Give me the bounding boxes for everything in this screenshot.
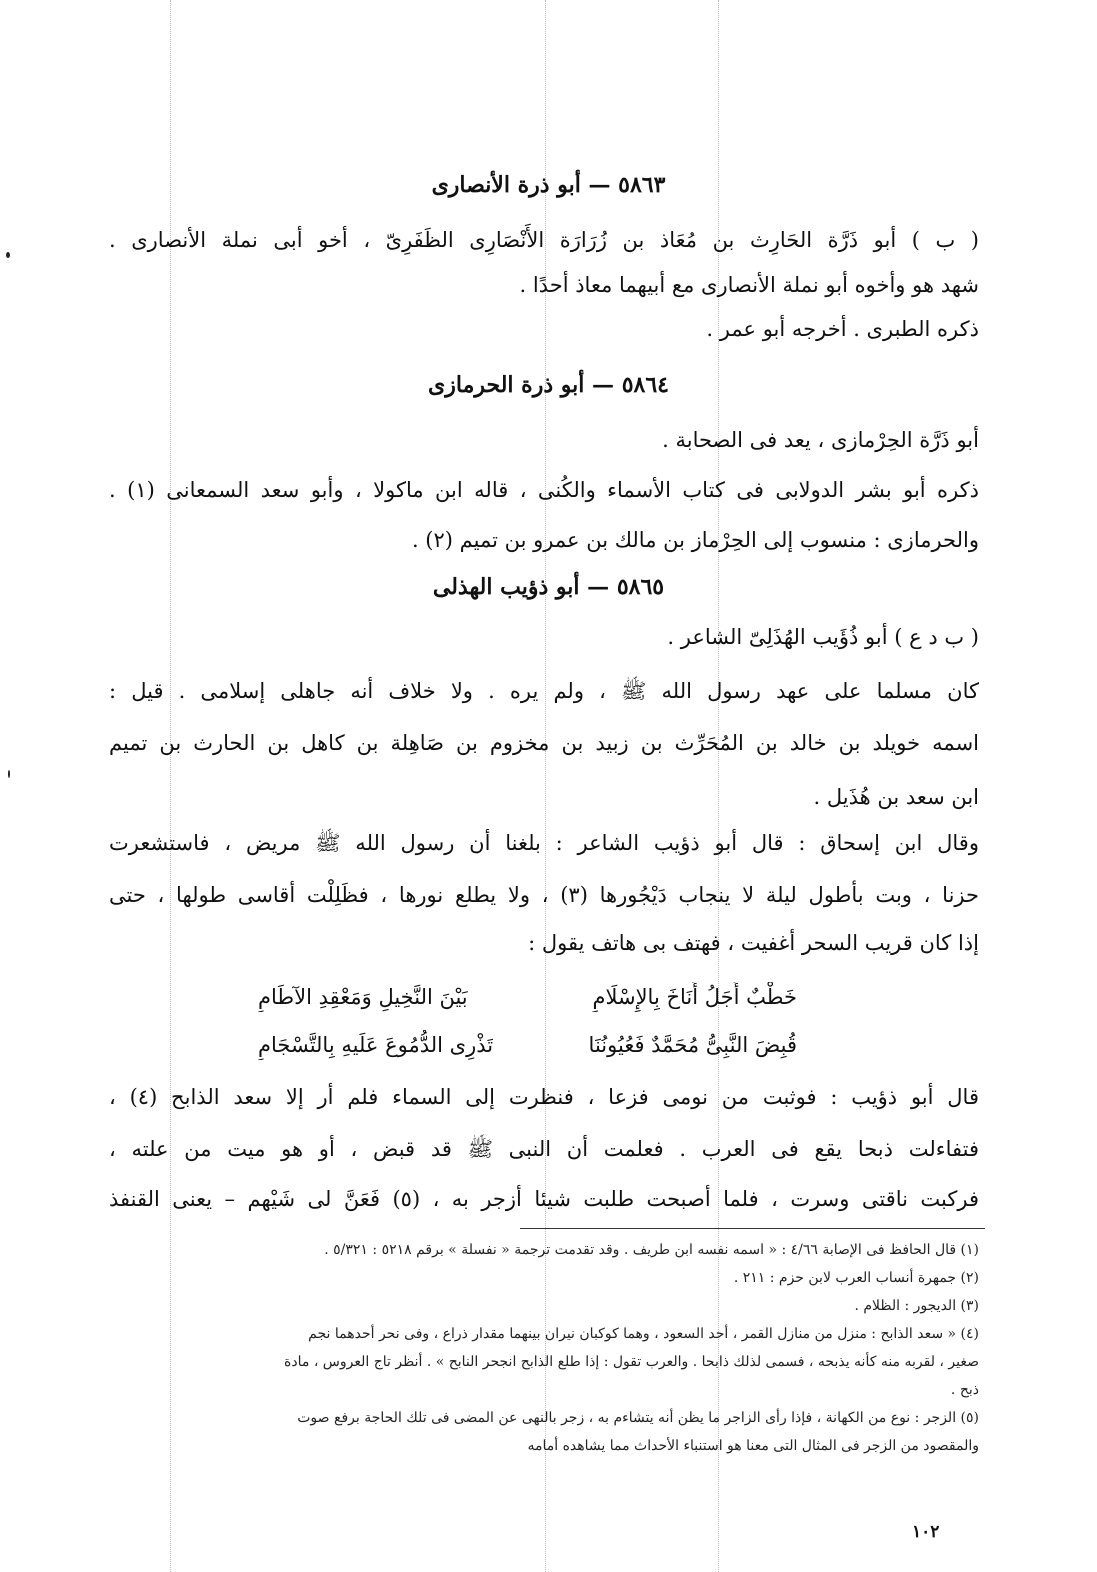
footnote: (٥) الزجر : نوع من الكهانة ، فإذا رأى الزاجر ما يظن أنه يتشاءم به ، زجر بالنهى عن المضى فى تلك الحاجة برفع صوت (297, 1410, 979, 1426)
entry-text-line: وقال ابن إسحاق : قال أبو ذؤيب الشاعر : بلغنا أن رسول الله ﷺ مريض ، فاستشعرت (109, 831, 979, 855)
page-number: ١٠٢ (912, 1522, 940, 1542)
entry-text-line: ( ب ) أبو ذَرَّة الحَارِث بن مُعَاذ بن زُرَارَة الأَنْصَارِى الظَفَرِىّ ، أخو أبى نملة الأنصارى . (109, 228, 979, 252)
verse-first-hemistich: قُبِضَ النَّبِىُّ مُحَمَّدٌ فَعُيُونُنَا (588, 1033, 797, 1057)
entry-heading: ٥٨٦٥ — أبو ذؤيب الهذلى (432, 574, 665, 600)
footnote-continuation: والمقصود من الزجر فى المثال التى معنا هو استنباء الأحداث مما يشاهده أمامه (527, 1438, 979, 1454)
entry-text-line: فتفاءلت ذبحا يقع فى العرب . فعلمت أن النبى ﷺ قد قبض ، أو هو ميت من علته ، (109, 1137, 979, 1161)
footnote: (٤) « سعد الذابح : منزل من منازل القمر ، أحد السعود ، وهما كوكبان نيران بينهما مقدار ذراع ، وفى نحر أحدهما نجم (308, 1326, 979, 1342)
entry-heading: ٥٨٦٤ — أبو ذرة الحرمازى (428, 372, 669, 398)
entry-text-line: شهد هو وأخوه أبو نملة الأنصارى مع أبيهما معاذ أحدًا . (519, 273, 979, 297)
verse-first-hemistich: خَطْبٌ أَجَلُ أَنَاخَ بِالإِسْلَامِ (592, 985, 797, 1009)
entry-heading: ٥٨٦٣ — أبو ذرة الأنصارى (431, 172, 666, 198)
entry-text-line: حزنا ، وبت بأطول ليلة لا ينجاب دَيْجُورها (٣) ، ولا يطلع نورها ، فظَلِلْت أقاسى طولها ، حتى (109, 883, 979, 907)
entry-text-line: ابن سعد بن هُذَيل . (813, 785, 979, 809)
scan-speck (6, 252, 10, 258)
entry-text-line: قال أبو ذؤيب : فوثبت من نومى فزعا ، فنظرت إلى السماء فلم أر إلا سعد الذابح (٤) ، (109, 1085, 979, 1109)
entry-text-line: اسمه خويلد بن خالد بن المُحَرِّث بن زبيد بن مخزوم بن صَاهِلة بن كاهل بن الحارث بن تميم (109, 731, 979, 755)
footnote: (٣) الديجور : الظلام . (854, 1298, 979, 1314)
verse-second-hemistich: بَيْنَ النَّخِيلِ وَمَعْقِدِ الآطَامِ (258, 985, 468, 1009)
entry-text-line: ذكره الطبرى . أخرجه أبو عمر . (706, 317, 979, 341)
scan-speck (8, 770, 10, 778)
entry-text-line: والحرمازى : منسوب إلى الحِرْماز بن مالك بن عمرو بن تميم (٢) . (411, 528, 979, 552)
entry-text-line: كان مسلما على عهد رسول الله ﷺ ، ولم يره . ولا خلاف أنه جاهلى إسلامى . قيل : (109, 679, 979, 703)
footnote: (١) قال الحافظ فى الإصابة ٤/٦٦ : « اسمه نفسه ابن طريف . وقد تقدمت ترجمة « نفسلة » برقم ٥٢١٨ : ٥/٣٢١ . (324, 1242, 979, 1258)
footnote-continuation: صغير ، لقربه منه كأنه يذبحه ، فسمى لذلك ذابحا . والعرب تقول : إذا طلع الذابح انجحر النابح » . أنظر تاج العروس ، مادة (284, 1354, 979, 1370)
footnote: (٢) جمهرة أنساب العرب لابن حزم : ٢١١ . (733, 1270, 979, 1286)
entry-text-line: ذكره أبو بشر الدولابى فى كتاب الأسماء والكُنى ، قاله ابن ماكولا ، وأبو سعد السمعانى (١) . (109, 478, 980, 502)
entry-text-line: ( ب د ع ) أبو ذُؤَيب الهُذَلِىّ الشاعر . (667, 625, 979, 649)
entry-text-line: إذا كان قريب السحر أغفيت ، فهتف بى هاتف يقول : (528, 931, 979, 955)
entry-text-line: فركبت ناقتى وسرت ، فلما أصبحت طلبت شيئا أزجر به ، (٥) فَعَنَّ لى شَيْهم – يعنى القنفذ (109, 1187, 980, 1211)
verse-second-hemistich: تَذْرِى الدُّمُوعَ عَلَيهِ بِالتَّسْجَامِ (258, 1033, 494, 1057)
footnote-rule (520, 1228, 985, 1229)
footnote-continuation: ذبح . (950, 1382, 979, 1398)
entry-text-line: أبو ذَرَّة الحِرْمازى ، يعد فى الصحابة . (662, 428, 979, 452)
